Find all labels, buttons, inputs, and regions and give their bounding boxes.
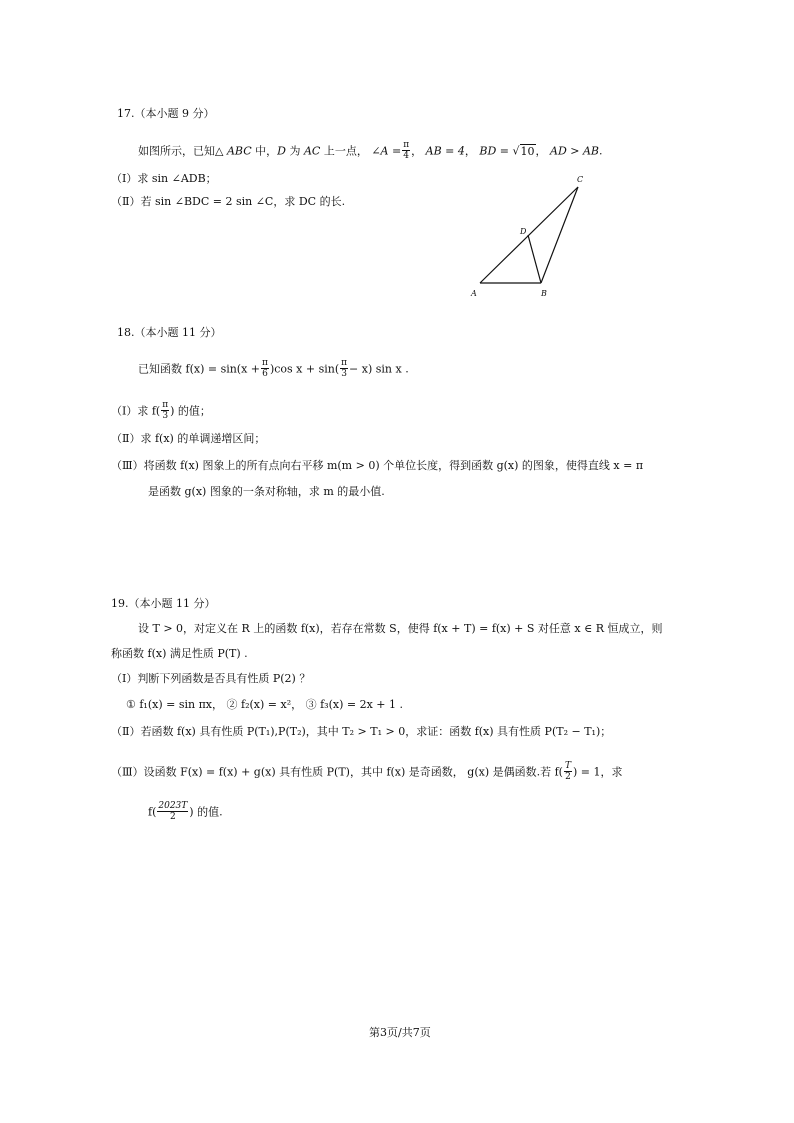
q19-header: 19.（本小题 11 分） [111,597,216,610]
segment-AC [480,187,578,283]
label-D: D [520,227,527,236]
label-C: C [577,175,584,184]
q18-part2: （Ⅱ）求 f(x) 的单调递增区间； [111,432,266,445]
q19-part1: （Ⅰ）判断下列函数是否具有性质 P(2) ？ [111,672,311,685]
q19-part2: （Ⅱ）若函数 f(x) 具有性质 P(T₁),P(T₂)，其中 T₂ > T₁ > 0，求证：函数 f(x) 具有性质 P(T₂ − T₁)； [111,725,612,738]
q17-part1: （Ⅰ）求 sin ∠ADB； [111,172,217,185]
label-A: A [471,289,477,298]
q17-header: 17.（本小题 9 分） [117,107,215,120]
q18-stem: 已知函数 f(x) = sin(x + $\frac{\pi}{6}$ )cos x + sin( $\frac{\pi}{3}$ − x) sin x . [138,358,409,379]
q17-stem: 如图所示，已知△ ABC 中，D 为 AC 上一点， ∠A = $\frac{\pi}{4}$ ， AB = 4， BD = √10， AD > AB. [138,140,603,161]
q19-last-line: f( $\frac{2023T}{2}$ ) 的值. [148,801,223,822]
q18-part1: （Ⅰ）求 f( $\frac{\pi}{3}$ ) 的值； [111,400,211,421]
q17-part2: （Ⅱ）若 sin ∠BDC = 2 sin ∠C，求 DC 的长. [111,195,346,208]
segment-BC [541,187,578,283]
page-footer: 第3页/共7页 [369,1026,431,1039]
f3: ③ f₃(x) = 2x + 1 . [305,698,403,711]
q18-part3-line2: 是函数 g(x) 图象的一条对称轴，求 m 的最小值. [148,485,385,498]
triangle-figure [460,170,600,305]
segment-BD [528,235,541,283]
q19-line2: 称函数 f(x) 满足性质 P(T) . [111,647,248,660]
q18-part3-line1: （Ⅲ）将函数 f(x) 图象上的所有点向右平移 m(m > 0) 个单位长度，得到函数 g(x) 的图象，使得直线 x = π [111,459,644,472]
q18-header: 18.（本小题 11 分） [117,326,222,339]
q19-functions: ① f₁(x) = sin πx， ② f₂(x) = x²， ③ f₃(x) = 2x + 1 . [126,698,403,711]
label-B: B [541,289,547,298]
q19-line1: 设 T > 0，对定义在 R 上的函数 f(x)，若存在常数 S，使得 f(x + T) = f(x) + S 对任意 x ∈ R 恒成立，则 [138,622,663,635]
f2: ② f₂(x) = x² [226,698,292,711]
q19-part3: （Ⅲ）设函数 F(x) = f(x) + g(x) 具有性质 P(T)，其中 f(x) 是奇函数， g(x) 是偶函数.若 f( $\frac{T}{2}$ ) = 1，求 [111,761,623,782]
f1: ① f₁(x) = sin πx [126,698,213,711]
